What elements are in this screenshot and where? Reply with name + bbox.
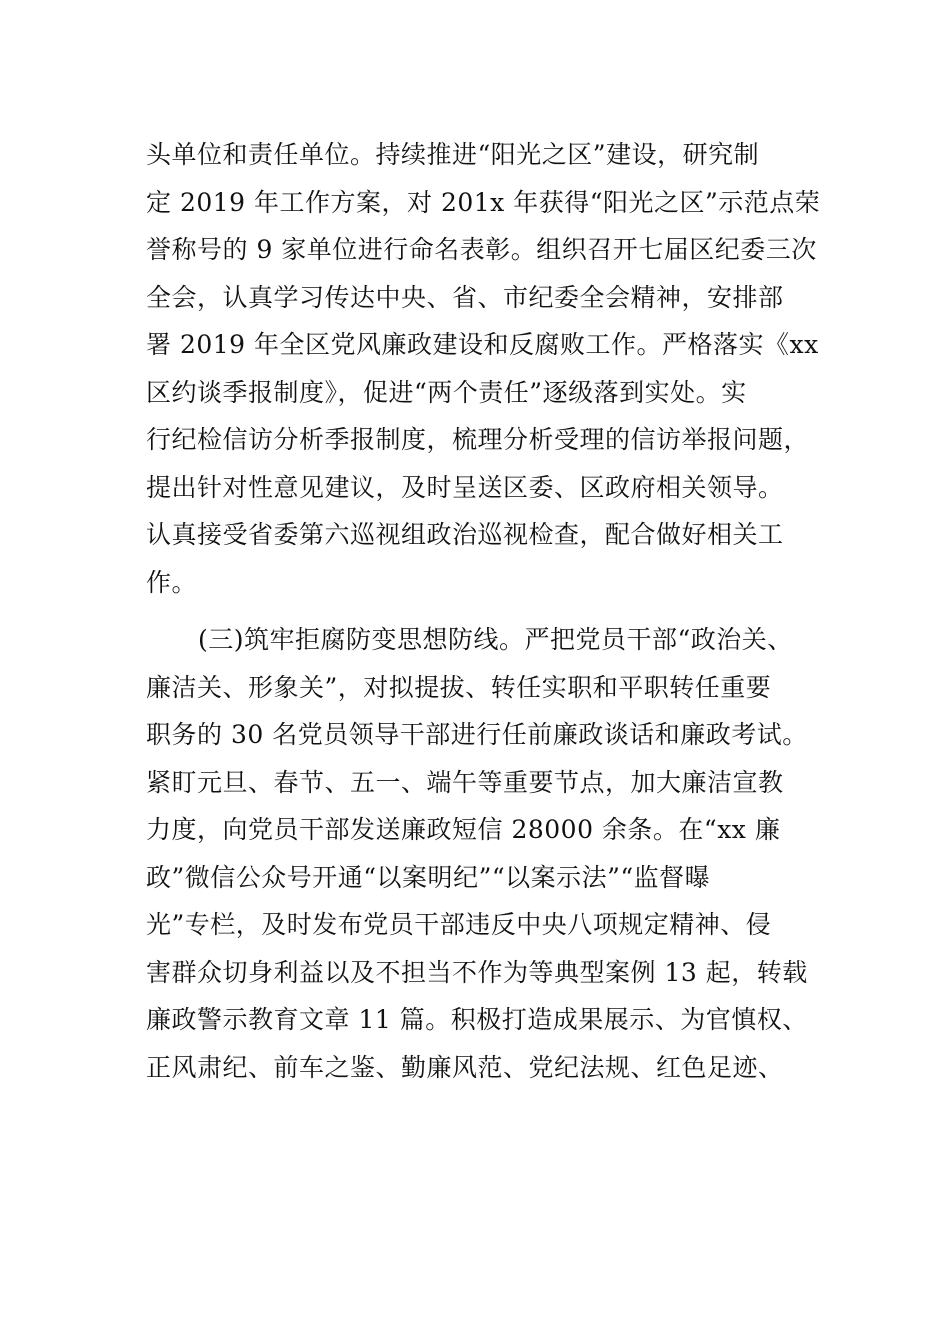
paragraph-line: 作。: [146, 567, 198, 597]
paragraph-line: 廉洁关、形象关”，对拟提拔、转任实职和平职转任重要: [146, 672, 772, 702]
paragraph-line: 紧盯元旦、春节、五一、端午等重要节点，加大廉洁宣教: [146, 767, 784, 797]
paragraph-line: 廉政警示教育文章 11 篇。积极打造成果展示、为官慎权、: [146, 1005, 808, 1034]
paragraph-work-measures: [146, 131, 821, 606]
paragraph-line: (三)筑牢拒腐防变思想防线。严把党员干部“政治关、: [198, 625, 793, 654]
paragraph-line: 害群众切身利益以及不担当不作为等典型案例 13 起，转载: [146, 957, 808, 987]
paragraph-line: 全会，认真学习传达中央、省、市纪委全会精神，安排部: [146, 282, 784, 312]
paragraph-line: 认真接受省委第六巡视组政治巡视检查，配合做好相关工: [146, 520, 784, 549]
paragraph-line: 行纪检信访分析季报制度，梳理分析受理的信访举报问题，: [146, 425, 810, 454]
paragraph-line: 光”专栏，及时发布党员干部违反中央八项规定精神、侵: [146, 910, 772, 939]
paragraph-line: 职务的 30 名党员领导干部进行任前廉政谈话和廉政考试。: [146, 720, 808, 749]
paragraph-line: 署 2019 年全区党风廉政建设和反腐败工作。严格落实《xx: [146, 330, 819, 359]
paragraph-line: 正风肃纪、前车之鉴、勤廉风范、党纪法规、红色足迹、: [146, 1052, 784, 1082]
paragraph-line: 区约谈季报制度》，促进“两个责任”逐级落到实处。实: [146, 377, 747, 407]
paragraph-line: 政”微信公众号开通“以案明纪”“以案示法”“监督曝: [146, 862, 711, 892]
paragraph-line: 定 2019 年工作方案，对 201x 年获得“阳光之区”示范点荣: [146, 187, 821, 217]
paragraph-anti-corruption-defense: [146, 616, 816, 1091]
paragraph-line: 力度，向党员干部发送廉政短信 28000 余条。在“xx 廉: [146, 815, 781, 844]
paragraph-line: 誉称号的 9 家单位进行命名表彰。组织召开七届区纪委三次: [146, 235, 817, 264]
paragraph-line: 提出针对性意见建议，及时呈送区委、区政府相关领导。: [146, 472, 784, 502]
paragraph-line: 头单位和责任单位。持续推进“阳光之区”建设，研究制: [146, 140, 760, 169]
